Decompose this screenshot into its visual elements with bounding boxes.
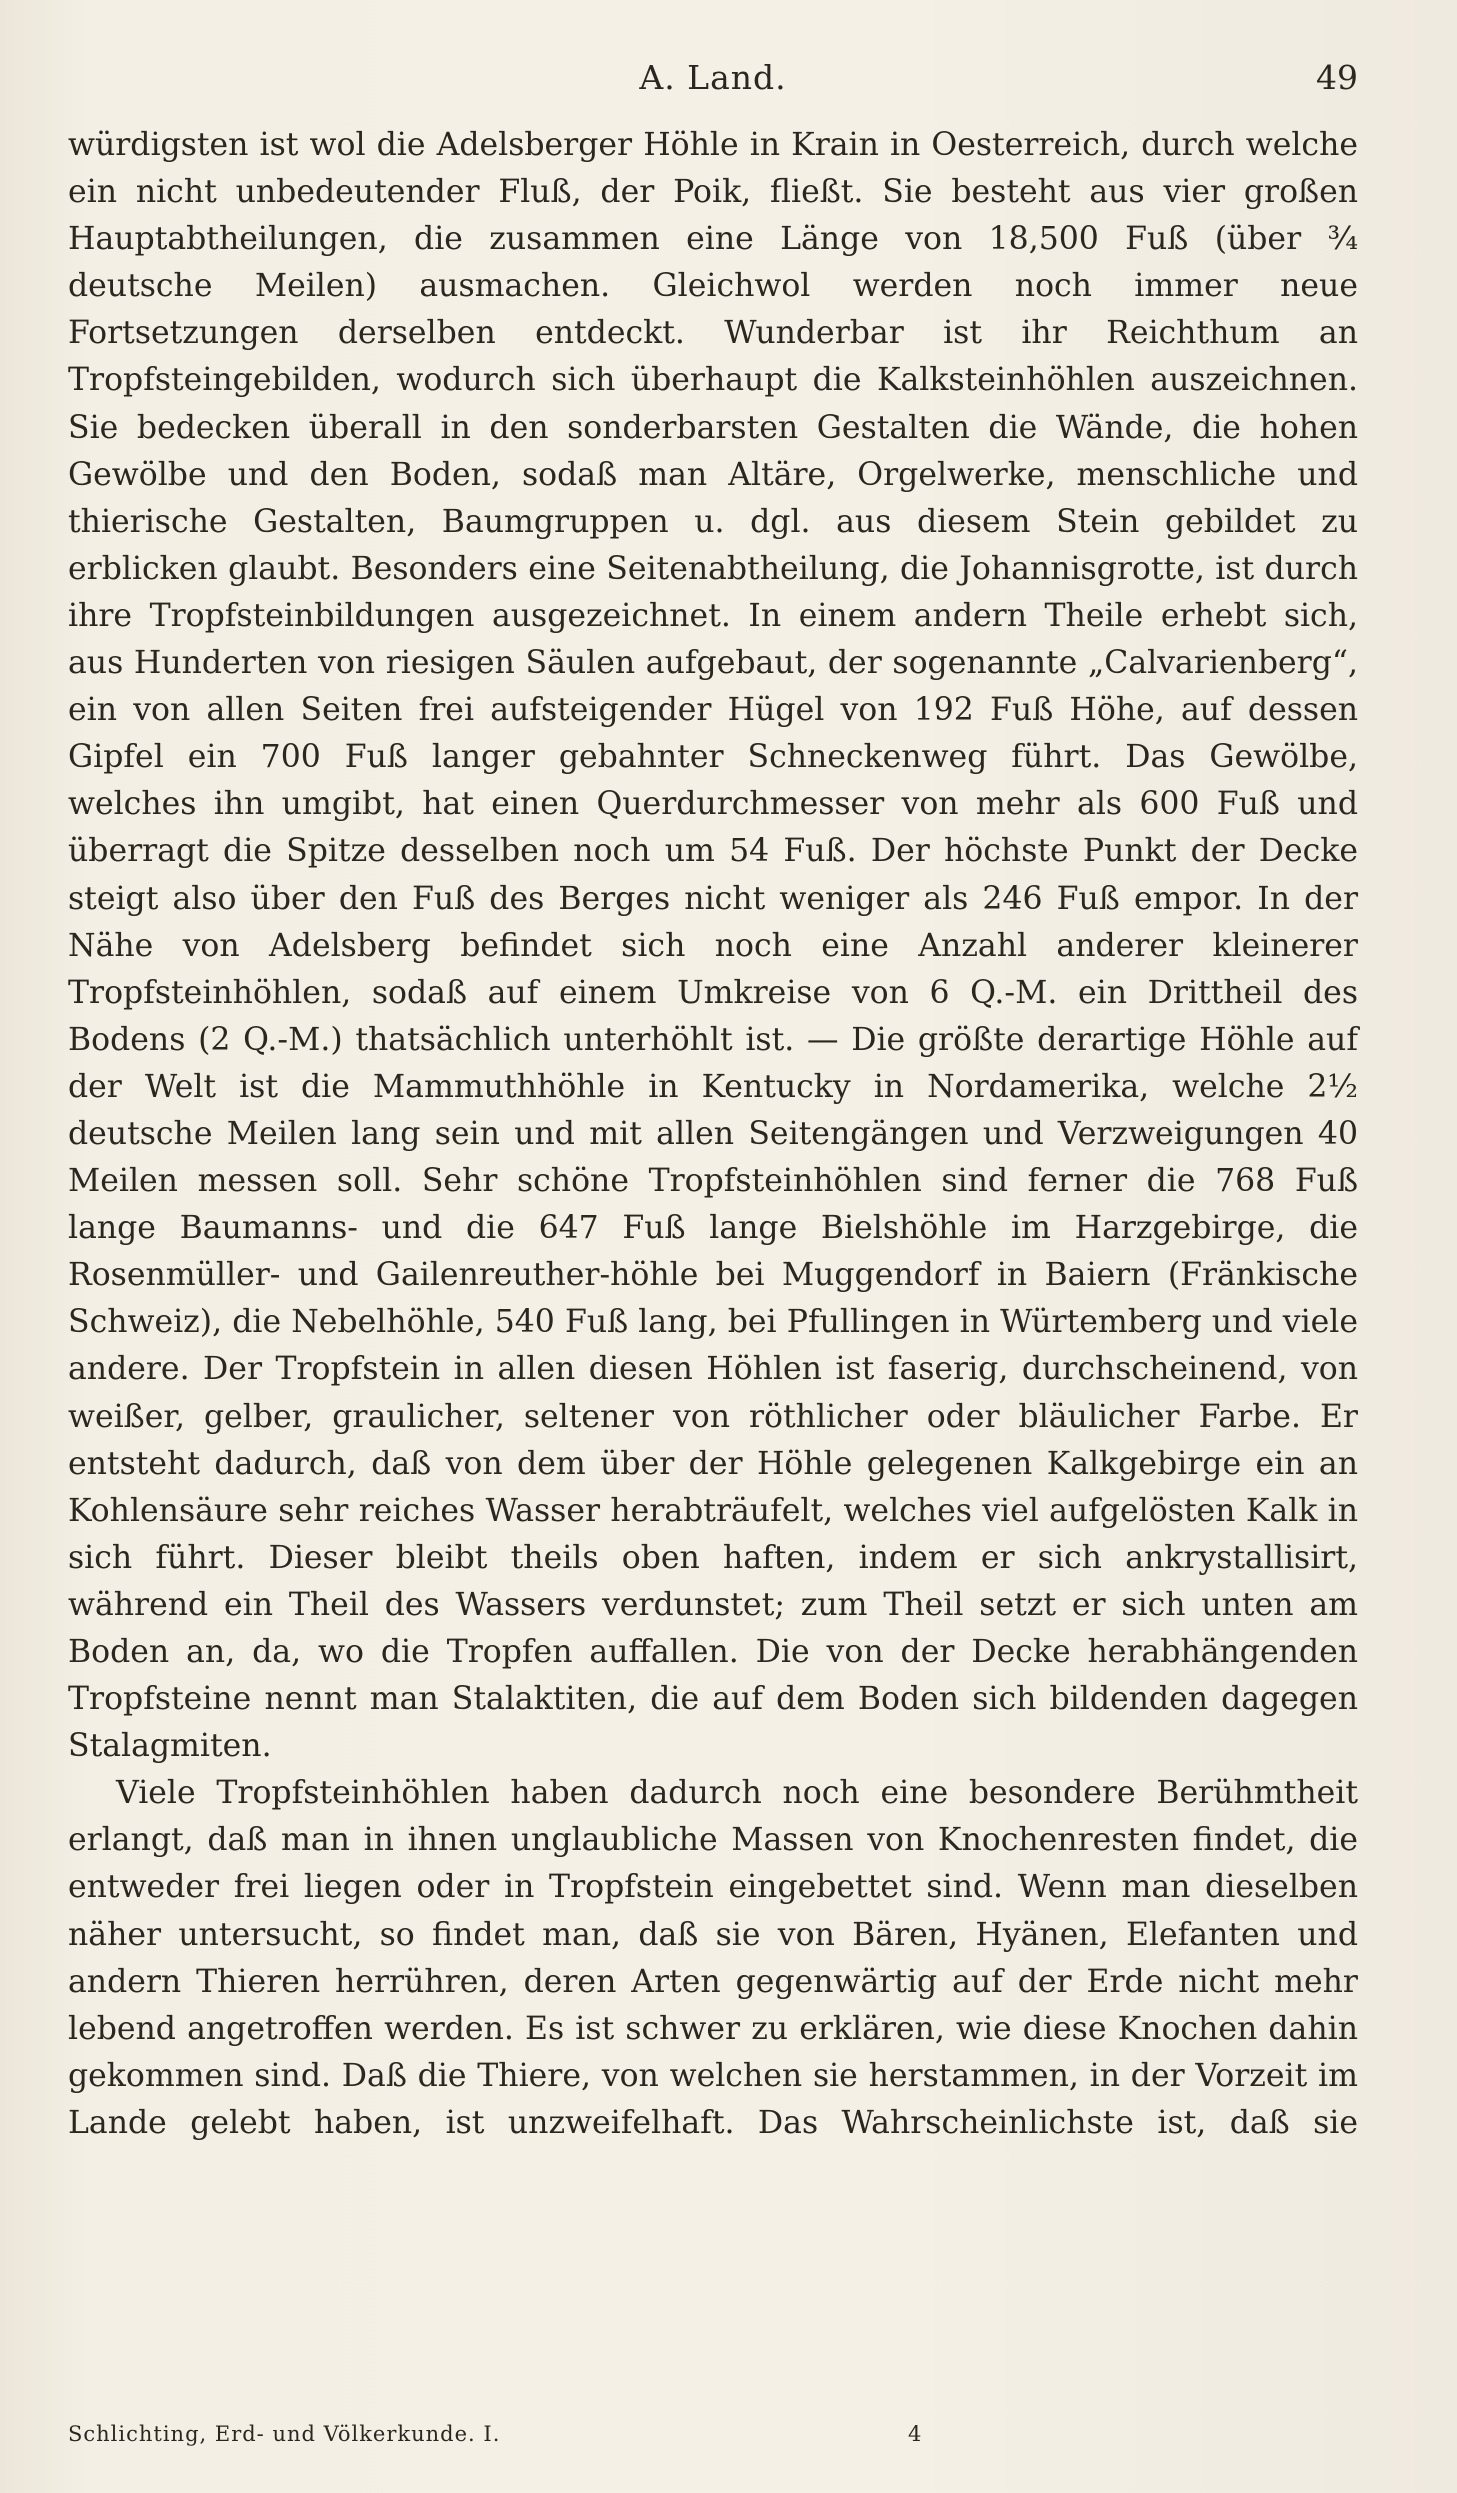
paragraph-bones: Viele Tropfsteinhöhlen haben dadurch noch eine besondere Berühmtheit erlangt, daß man in ihnen unglaubliche Massen von Knochenresten findet, die entweder frei liegen oder in Tropfstein eingebettet sind. Wenn man dieselben näher untersucht, so findet man, daß sie von Bären, Hyänen, Elefanten und andern Thieren herrühren, deren Arten gegenwärtig auf der Erde nicht mehr lebend angetroffen werden. Es ist schwer zu erklären, wie diese Knochen dahin gekommen sind. Daß die Thiere, von welchen sie herstammen, in der Vorzeit im Lande gelebt haben, ist unzweifelhaft. Das Wahrscheinlichste ist, daß sie <box>68 1775 1358 2141</box>
paragraph-caves: würdigsten ist wol die Adelsberger Höhle in Krain in Oesterreich, durch welche ein nicht unbedeutender Fluß, der Poik, fließt. Sie besteht aus vier großen Hauptabtheilungen, die zusammen eine Länge von 18,500 Fuß (über ¾ deutsche Meilen) ausmachen. Gleichwol werden noch immer neue Fortsetzungen derselben entdeckt. Wunderbar ist ihr Reichthum an Tropfsteingebilden, wodurch sich überhaupt die Kalksteinhöhlen auszeichnen. Sie bedecken überall in den sonderbarsten Gestalten die Wände, die hohen Gewölbe und den Boden, sodaß man Altäre, Orgelwerke, menschliche und thierische Gestalten, Baumgruppen u. dgl. aus diesem Stein gebildet zu erblicken glaubt. Besonders eine Seitenabtheilung, die Johannisgrotte, ist durch ihre Tropfsteinbildungen ausgezeichnet. In einem andern Theile erhebt sich, aus Hunderten von riesigen Säulen aufgebaut, der sogenannte „Calvarienberg“, ein von allen Seiten frei aufsteigender Hügel von 192 Fuß Höhe, auf dessen Gipfel ein 700 Fuß langer gebahnter Schneckenweg führt. Das Gewölbe, welches ihn umgibt, hat einen Querdurchmesser von mehr als 600 Fuß und überragt die Spitze desselben noch um 54 Fuß. Der höchste Punkt der Decke steigt also über den Fuß des Berges nicht weniger als 246 Fuß empor. In der Nähe von Adelsberg befindet sich noch eine Anzahl anderer kleinerer Tropfsteinhöhlen, sodaß auf einem Umkreise von 6 Q.-M. ein Drittheil des Bodens (2 Q.-M.) thatsächlich unterhöhlt ist. — Die größte derartige Höhle auf der Welt ist die Mammuthhöhle in Kentucky in Nordamerika, welche 2½ deutsche Meilen lang sein und mit allen Seitengängen und Verzweigungen 40 Meilen messen soll. Sehr schöne Tropfsteinhöhlen sind ferner die 768 Fuß lange Baumanns- und die 647 Fuß lange Bielshöhle im Harzgebirge, die Rosenmüller- und Gailenreuther-höhle bei Muggendorf in Baiern (Fränkische Schweiz), die Nebelhöhle, 540 Fuß lang, bei Pfullingen in Würtemberg und viele andere. Der Tropfstein in allen diesen Höhlen ist faserig, durchscheinend, von weißer, gelber, graulicher, seltener von röthlicher oder bläulicher Farbe. Er entsteht dadurch, daß von dem über der Höhle gelegenen Kalkgebirge ein an Kohlensäure sehr reiches Wasser herabträufelt, welches viel aufgelösten Kalk in sich führt. Dieser bleibt theils oben haften, indem er sich ankrystallisirt, während ein Theil des Wassers verdunstet; zum Theil setzt er sich unten am Boden an, da, wo die Tropfen auffallen. Die von der Decke herabhängenden Tropfsteine nennt man Stalaktiten, die auf dem Boden sich bildenden dagegen Stalagmiten. <box>68 127 1358 1765</box>
page-number: 49 <box>1316 58 1358 97</box>
body-text <box>68 122 1358 2147</box>
imprint-line: Schlichting, Erd- und Völkerkunde. I. <box>68 2422 501 2446</box>
page-footer <box>68 2422 1358 2452</box>
page-header <box>68 58 1358 108</box>
running-head: A. Land. <box>639 58 787 97</box>
sheet-signature: 4 <box>908 2422 923 2446</box>
